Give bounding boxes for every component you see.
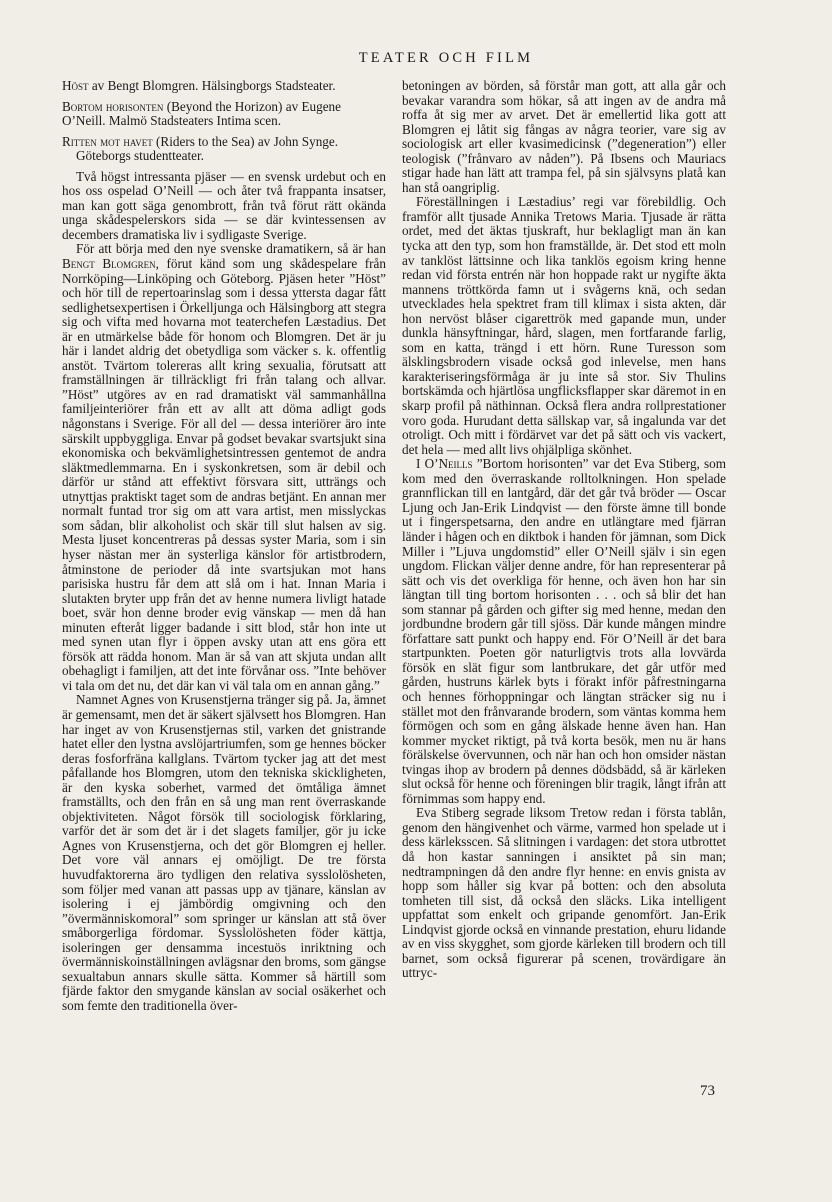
- production-details: (Beyond the Horizon) av Eugene O’Neill. Malmö Stadsteaters Intima scen.: [62, 98, 341, 129]
- production-details-line2: Göteborgs studentteater.: [76, 148, 204, 164]
- play-title: Bortom horisonten: [62, 98, 164, 114]
- page-number: 73: [700, 1083, 715, 1099]
- right-column: [402, 79, 726, 981]
- body-paragraph: Två högst intressanta pjäser — en svensk urdebut och en hos oss ospelad O’Neill — och åter två frappanta insatser, man kan gott säga genombrott, från två förut rätt okända unga skådespelerskors sida — se där kvintessensen av decembers dramatiska liv i sydligaste Sverige.: [62, 168, 386, 242]
- author-name: O’Neills: [424, 456, 473, 472]
- production-note-2: [62, 100, 386, 129]
- body-paragraph: [402, 457, 726, 806]
- production-details: av Bengt Blomgren. Hälsingborgs Stadsteater.: [88, 78, 336, 93]
- production-note-1: [62, 79, 386, 94]
- body-paragraph: Eva Stiberg segrade liksom Tretow redan i första tablån, genom den hängivenhet och värme, varmed hon spelade ut i dess kärleksscen. Så slitningen i vardagen: det stora utbrottet då hon kastar sanningen i ansiktet på sin man; nedtrampningen då den andre flyr henne: en envis gnista av hopp som håller sig kvar på botten: och den absoluta tomheten till sist, då också den släcks. Lika intelligent uppfattat som enkelt och gripande genomfört. Jan-Erik Lindqvist gjorde också en vinnande prestation, ehuru lidande av en viss skygghet, som gjorde kärleken till brodern och till barnet, som också figurerar på scenen, trovärdigare än uttryc-: [402, 805, 726, 981]
- production-details: (Riders to the Sea) av John Synge.: [152, 133, 339, 149]
- left-column: [62, 79, 386, 1013]
- body-paragraph: Namnet Agnes von Krusenstjerna tränger sig på. Ja, ämnet är gemensamt, men det är säkert självsett hos Blomgren. Han har inget av von Krusenstjernas stil, varken det gnistrande hatet eller den lystna avslöjartriumfen, som ge hennes böcker deras fosforfräna kallglans. Tvärtom tycker jag att det mest påfallande hos Blomgren, utom den tekniska skickligheten, är den kyska soberhet, varmed det ömtåliga ämnet framställts, och den från en så ung man rent överraskande objektiviteten. Något försök till sociologisk förklaring, varför det är som det är i det slagets familjer, gör ju icke Agnes von Krusenstjerna, och det gör Blomgren ej heller. Det vore väl annars ej omöjligt. De tre första huvudfaktorerna äro tydligen den relativa sysslolösheten, som följer med vanan att passas upp av tjänare, känslan av isolering i ej jämbördig omgivning och den ”övermänniskomoral” som springer ur känslan att stå över småborgerliga fördomar. Sysslolösheten föder kättja, isoleringen ger densamma incestuös inriktning och övermänniskoinställningen avlägsnar den broms, som gängse sexualtabun annars skulle sätta. Kommer så härtill som fjärde faktor den smygande känslan av social osäkerhet och som femte den traditionella över-: [62, 692, 386, 1013]
- text-run: ”Bortom horisonten” var det Eva Stiberg, som kom med den överraskande rolltolkningen. Hon spelade grannflickan till en lantgård, där det går två bröder — Oscar Ljung och Jan-Erik Lindqvist — den förste ämne till bonde ut i fingerspetsarna, den andre en utlängtare med fjärran länder i hågen och en diktbok i handen för jämnan, som Dick Miller i ”Ljuva ungdomstid” eller O’Neill själv i sin egen ungdom. Flickan väljer denne andre, för han representerar på sätt och vis det overkliga för henne, och även hon har sin längtan till ting bortom horisonten . . . och så blir det han som stannar på gården och gifter sig med henne, medan den jordbundne brodern går till sjöss. Där kunde mången mindre författare satt punkt och happy end. För O’Neill är det bara startpunkten. Poeten gör naturligtvis trots alla lovvärda försök en slät figur som lantbrukare, det går utför med gården, hustruns kärlek byts i förakt inför påfrestningarna och hennes förhoppningar och längtan sträcker sig nu i stället mot den frånvarande brodern, som väntas komma hem förmögen och som en gång älskade henne även han. Han kommer mycket riktigt, på två korta besök, men nu är hans förälskelse övervunnen, och när han och hon omsider nästan tvingas ihop av brodern på dennes dödsbädd, så är kärleken slut också för henne och föreningen blir tragik, långt ifrån att förnimmas som happy end.: [402, 456, 726, 806]
- production-note-3: [62, 135, 386, 164]
- play-title: Ritten mot havet: [62, 133, 153, 149]
- author-name: Bengt Blomgren: [62, 256, 156, 272]
- text-run: , förut känd som ung skådespelare från Norrköping—Linköping och Göteborg. Pjäsen heter ”Höst” och hör till de repertoarinslag som i dessa yttersta dagar fått sedlighetsexpertisen i Örkelljunga och Hälsingborg att stegra sig och vifta med hovarna mot teaterchefen Læstadius. Det är en utmärkelse både för honom och Blomgren. Det är ju här i landet aldrig det obetydliga som väcker s. k. offentlig anstöt. Tvärtom tolereras allt kring sexualia, förutsatt att framställningen är tillräckligt fri från talang och allvar. ”Höst” utgöres av en rad dramatiskt väl sammanhållna familjeinteriörer från ett av allt att döma adligt gods någonstans i Sverige. För all del — dessa interiörer äro inte särskilt uppbyggliga. Envar på godset bevakar svartsjukt sina ekonomiska och bekvämlighetsintressen gentemot de andra släktmedlemmarna. En i syskonkretsen, som är debil och därför ur stånd att effektivt försvara sitt, utträngs och utnyttjas praktiskt taget som de andras betjänt. En annan mer normalt funtad tror sig om att vara artist, men misslyckas som sådan, blir alkoholist och skär till slut halsen av sig. Mesta ljuset koncentreras på dessas syster Maria, som i sin hyser nästan mer än systerliga känslor för artistbrodern, åtminstone de perioder då inte svartsjukan mot hans parisiska hustru får dem att slå om i hat. Innan Maria i slutakten bryter upp från det av henne numera livligt hatade boet, svär hon denne broder evig vänskap — men då han minuten efteråt ligger badande i sitt blod, står hon inte ut med synen utan flyr i öppen avsky utan att ens göra ett försök att rädda honom. Man är så van att skjuta undan allt obehagligt i familjen, att det inte förvånar oss. ”Inte behöver vi tala om det nu, det där kan vi väl tala om en annan gång.”: [62, 256, 386, 693]
- play-title: Höst: [62, 78, 89, 93]
- running-head: TEATER OCH FILM: [358, 50, 534, 66]
- text-run: För att börja med den nye svenske dramatikern, så är han: [76, 241, 386, 257]
- body-paragraph: [62, 242, 386, 693]
- body-paragraph: Föreställningen i Læstadius’ regi var förebildlig. Och framför allt tjusade Annika Tretows Maria. Tjusade är rätta ordet, med det äktas tjuskraft, hur beklagligt man än kan tycka att den typ, som hon framställde, är. Det stod ett moln av tanklöst lättsinne och lika tanklös egoism kring henne redan vid första entrén när hon hoppade rakt ur nygifte äkta mannens tröttkörda famn ut i svågerns knä, och sedan utvecklades hela spektret fram till klimax i sista akten, där hon nervöst blåser cigarettrök med gapande mun, under dunkla hänsyftningar, hård, slagen, men fortfarande farlig, som en katta, trängd i ett hörn. Rune Turesson som älsklingsbrodern visade också god inlevelse, men hans karakteriseringsförmåga är ju inte så stor. Siv Thulins bortskämda och hjärtlösa ungflicksflapper skar däremot in en skarp profil på näthinnan. Också flera andra rollprestationer voro goda. Hurudant detta sällskap var, så ingalunda var det otroligt. Och mitt i fördärvet var det på sätt och vis vackert, det hela — med allt livs ohjälpliga skönhet.: [402, 194, 726, 457]
- body-paragraph: betoningen av börden, så förstår man gott, att alla går och bevakar varandra som hökar, så att ingen av de andra må roffa åt sig mer av arvet. Det är emellertid lika gott att Blomgren ej låtit sig fångas av några teorier, vare sig av sociologisk art eller kvasimedicinsk (”degeneration”) eller teologisk (”frånvaro av nåden”). På Ibsens och Mauriacs stigar hade han lätt att trampa fel, på sin självsyns platå kan han stå oangriplig.: [402, 78, 726, 195]
- text-run: I: [416, 456, 425, 472]
